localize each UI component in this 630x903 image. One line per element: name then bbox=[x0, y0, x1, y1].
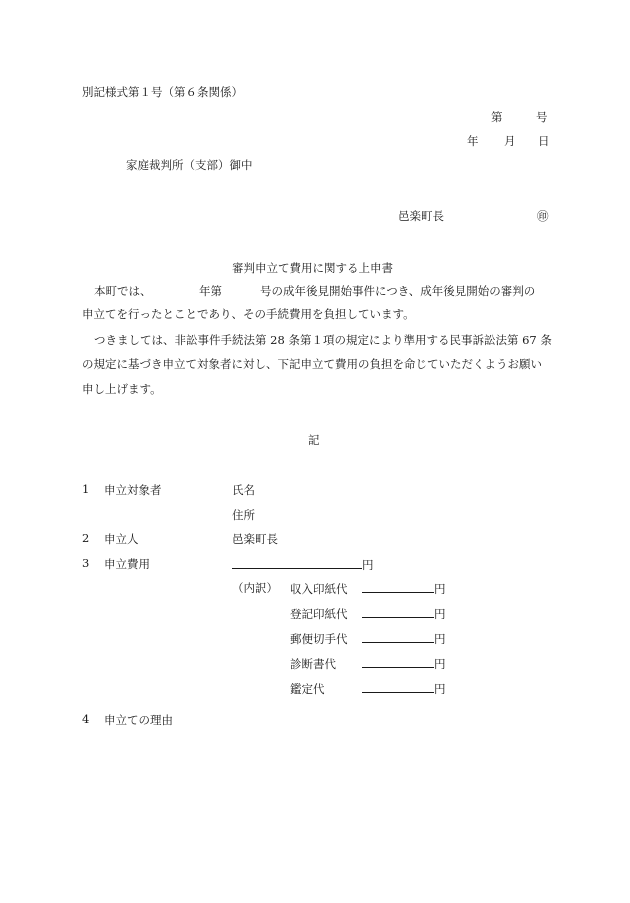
breakdown-row-4-unit: 円 bbox=[434, 657, 446, 671]
breakdown-row-1-blank bbox=[362, 580, 434, 593]
p1-b: 年第 bbox=[199, 284, 222, 298]
breakdown-row-3 bbox=[290, 630, 446, 647]
breakdown-row-2-blank bbox=[362, 605, 434, 618]
breakdown-row-1 bbox=[290, 580, 446, 597]
breakdown-label: （内訳） bbox=[232, 581, 278, 595]
seal-mark: ㊞ bbox=[537, 209, 549, 223]
document-title: 審判申立て費用に関する上申書 bbox=[232, 261, 393, 275]
item-1-address-label: 住所 bbox=[232, 508, 255, 522]
date-day: 日 bbox=[538, 134, 550, 148]
form-label: 別記様式第１号（第６条関係） bbox=[82, 85, 243, 99]
item-3-label: 申立費用 bbox=[104, 557, 150, 571]
item-3-unit: 円 bbox=[362, 558, 374, 572]
sender: 邑楽町長 bbox=[398, 209, 444, 223]
item-2-value: 邑楽町長 bbox=[232, 532, 278, 546]
p2-b: の規定に基づき申立て対象者に対し、下記申立て費用の負担を命じていただくようお願い bbox=[82, 357, 542, 371]
item-3-amount bbox=[232, 556, 374, 573]
breakdown-row-4-label: 診断書代 bbox=[290, 657, 336, 671]
breakdown-row-2-label: 登記印紙代 bbox=[290, 607, 348, 621]
breakdown-row-3-blank bbox=[362, 630, 434, 643]
p1-c: 号の成年後見開始事件につき、成年後見開始の審判の bbox=[260, 284, 536, 298]
item-1-label: 申立対象者 bbox=[104, 483, 162, 497]
breakdown-row-5 bbox=[290, 680, 446, 697]
breakdown-row-5-label: 鑑定代 bbox=[290, 682, 325, 696]
breakdown-row-4-blank bbox=[362, 655, 434, 668]
breakdown-row-3-label: 郵便切手代 bbox=[290, 632, 348, 646]
p2-c: 申し上げます。 bbox=[82, 382, 162, 396]
p1-d: 申立てを行ったとことであり、その手続費用を負担しています。 bbox=[82, 307, 415, 321]
breakdown-row-5-blank bbox=[362, 680, 434, 693]
breakdown-row-1-label: 収入印紙代 bbox=[290, 582, 348, 596]
date-month: 月 bbox=[504, 134, 516, 148]
breakdown-row-5-unit: 円 bbox=[434, 682, 446, 696]
doc-number-suffix: 号 bbox=[536, 110, 548, 124]
p2-a: つきましては、非訟事件手続法第 28 条第１項の規定により準用する民事訴訟法第 67 条 bbox=[94, 333, 552, 347]
breakdown-row-4 bbox=[290, 655, 446, 672]
item-3-amount-blank bbox=[232, 556, 362, 569]
item-4-label: 申立ての理由 bbox=[104, 713, 173, 727]
item-2-label: 申立人 bbox=[104, 532, 139, 546]
breakdown-row-1-unit: 円 bbox=[434, 582, 446, 596]
breakdown-row-2-unit: 円 bbox=[434, 607, 446, 621]
item-1-num: 1 bbox=[82, 482, 90, 496]
p1-a: 本町では、 bbox=[94, 284, 152, 298]
breakdown-row-3-unit: 円 bbox=[434, 632, 446, 646]
item-4-num: 4 bbox=[82, 712, 90, 726]
doc-number-prefix: 第 bbox=[491, 110, 503, 124]
item-2-num: 2 bbox=[82, 531, 90, 545]
item-3-num: 3 bbox=[82, 556, 90, 570]
item-1-name-label: 氏名 bbox=[232, 483, 255, 497]
breakdown-row-2 bbox=[290, 605, 446, 622]
date-year: 年 bbox=[467, 134, 479, 148]
addressee: 家庭裁判所（支部）御中 bbox=[126, 158, 253, 172]
ki-label: 記 bbox=[308, 433, 320, 447]
